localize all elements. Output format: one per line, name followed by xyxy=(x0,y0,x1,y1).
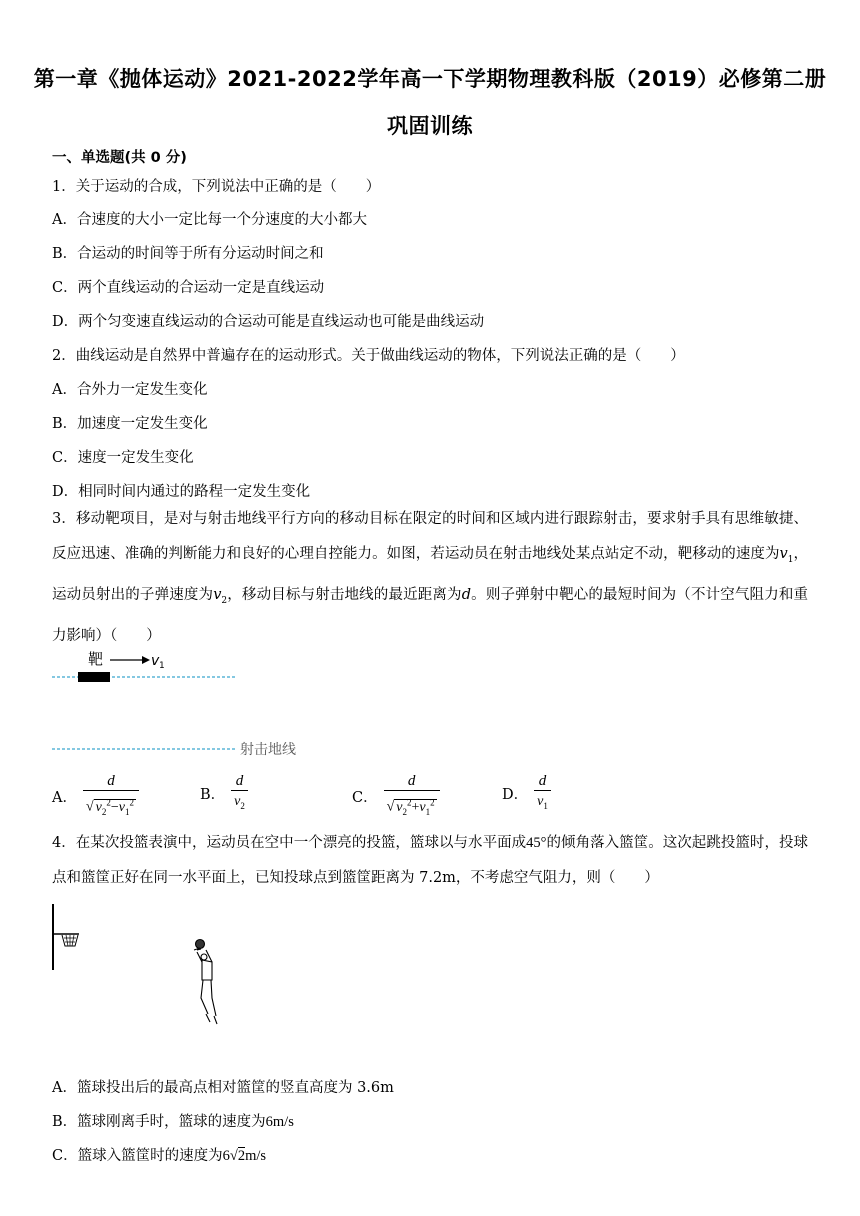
q2-stem: 2．曲线运动是自然界中普遍存在的运动形式。关于做曲线运动的物体，下列说法正确的是（ ） xyxy=(52,348,685,364)
q2-option-b: B．加速度一定发生变化 xyxy=(52,416,208,432)
section-heading: 一、单选题(共 0 分) xyxy=(52,150,187,166)
ground-label: 射击地线 xyxy=(240,742,296,758)
q3-option-b: B． $\frac{d}{v_2}$ xyxy=(200,772,248,815)
doc-title-line1: 第一章《抛体运动》2021-2022学年高一下学期物理教科版（2019）必修第二册 xyxy=(33,67,827,91)
basketball-hoop-icon xyxy=(53,904,79,970)
q4-stem: 4．在某次投篮表演中，运动员在空中一个漂亮的投篮，篮球以与水平面成45°的倾角落入篮筐。这次起跳投篮时，投球点和篮筐正好在同一水平面上，已知投球点到篮筐距离为 7.2m，不考虑空气阻力，则（ ） xyxy=(52,835,808,886)
basketball-player-icon xyxy=(194,940,217,1025)
q3-option-d: D． $\frac{d}{v_1}$ xyxy=(502,772,551,815)
q2-option-d: D．相同时间内通过的路程一定发生变化 xyxy=(52,484,311,500)
q3-option-c: C． $\frac{d}{√ v_2^2+v_1^2}$ xyxy=(352,772,440,820)
q3-figure xyxy=(50,646,330,766)
q3-stem: 3．移动靶项目，是对与射击地线平行方向的移动目标在限定的时间和区域内进行跟踪射击，要求射手具有思维敏捷、反应迅速、准确的判断能力和良好的心理自控能力。如图，若运动员在射击地线处某点站定不动，靶移动的速度为$v_1$，运动员射出的子弹速度为$v_2$，移动目标与射击地线的最近距离为d。则子弹射中靶心的最短时间为（不计空气阻力和重力影响）（ ） xyxy=(52,511,809,644)
q2-option-a: A．合外力一定发生变化 xyxy=(52,382,208,398)
svg-text:1: 1 xyxy=(159,661,165,671)
q1-option-a: A．合速度的大小一定比每一个分速度的大小都大 xyxy=(52,212,367,228)
q4-option-a: A．篮球投出后的最高点相对篮筐的竖直高度为 3.6m xyxy=(52,1080,394,1096)
speed-label: v xyxy=(151,653,160,669)
q1-stem: 1．关于运动的合成，下列说法中正确的是（ ） xyxy=(52,179,381,195)
q4-option-b: B．篮球刚离手时，篮球的速度为6m/s xyxy=(52,1114,294,1130)
target-block xyxy=(78,672,110,682)
q4-figure xyxy=(46,900,266,1035)
q1-option-b: B．合运动的时间等于所有分运动时间之和 xyxy=(52,246,324,262)
q1-option-c: C．两个直线运动的合运动一定是直线运动 xyxy=(52,280,325,296)
target-label: 靶 xyxy=(88,650,104,668)
doc-title-line2: 巩固训练 xyxy=(387,114,473,138)
q1-option-d: D．两个匀变速直线运动的合运动可能是直线运动也可能是曲线运动 xyxy=(52,314,485,330)
q2-option-c: C．速度一定发生变化 xyxy=(52,450,194,466)
q4-option-c: C．篮球入篮筐时的速度为6√2m/s xyxy=(52,1148,267,1164)
q3-option-a: A． $\frac{d}{√ v_2^2-v_1^2}$ xyxy=(52,772,139,820)
